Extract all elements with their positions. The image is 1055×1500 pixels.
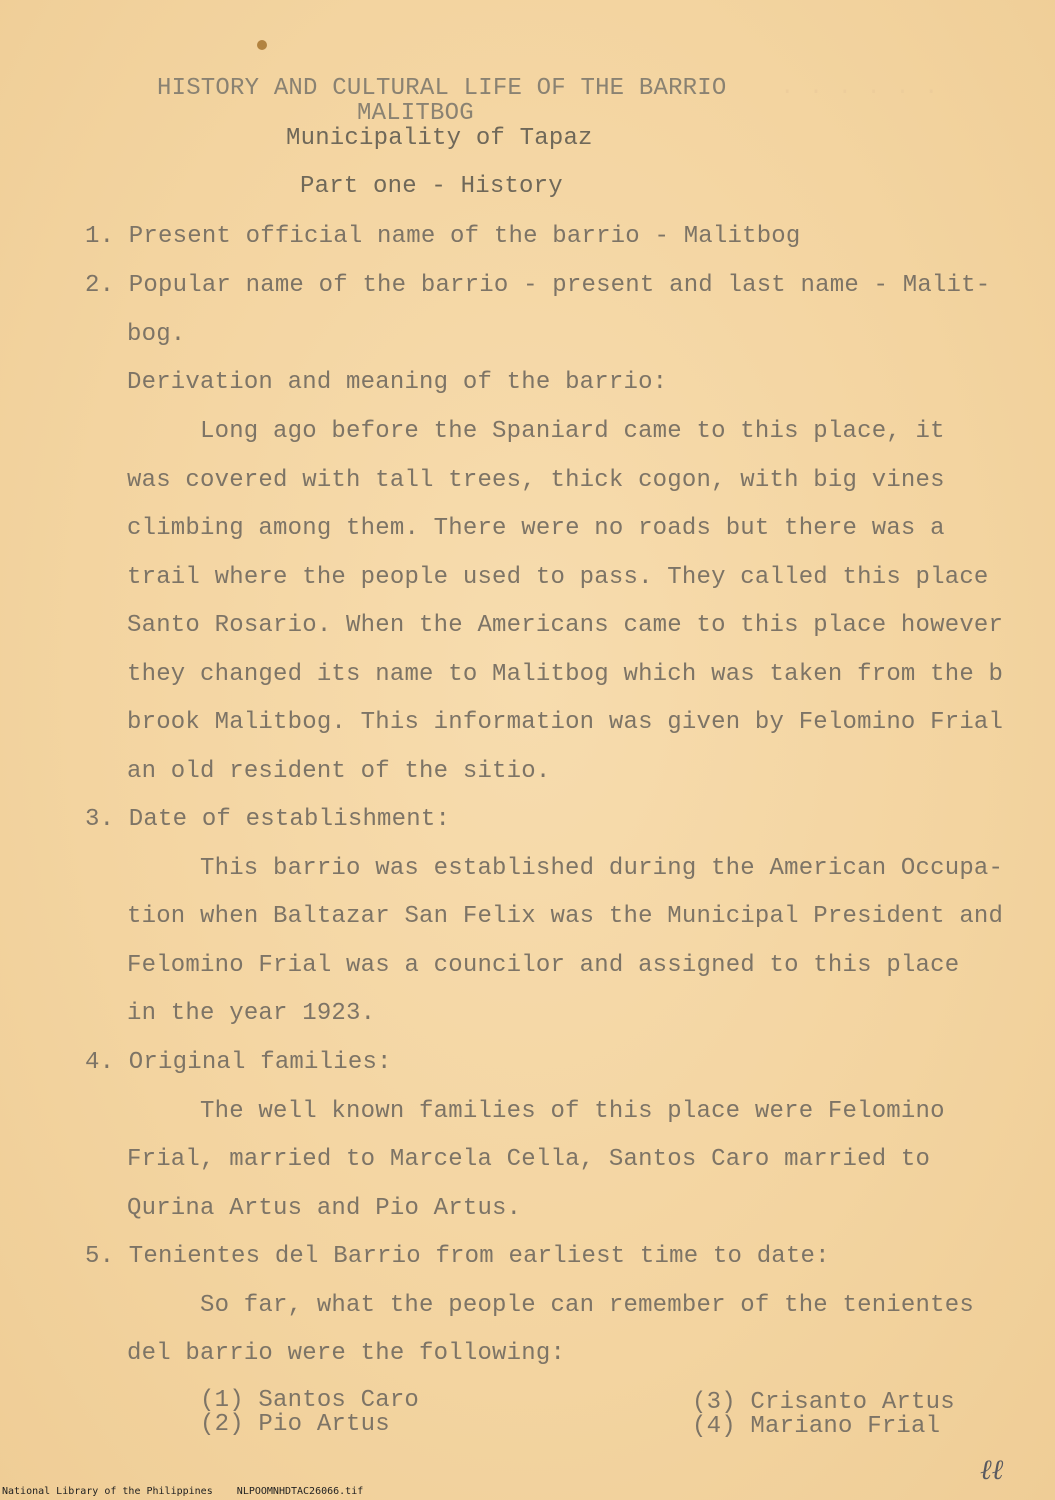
families-line: The well known families of this place were Felomino (200, 1098, 945, 1125)
ink-spot (257, 40, 267, 50)
tenientes-line: del barrio were the following: (127, 1340, 566, 1367)
item-3-establishment: 3. Date of establishment: (85, 806, 451, 833)
teniente-entry: (2) Pio Artus (200, 1411, 390, 1438)
teniente-entry: (1) Santos Caro (200, 1387, 420, 1414)
bleed-through: . . . . . . (780, 74, 939, 101)
archive-footer: National Library of the Philippines NLPOOMNHDTAC26066.tif (2, 1486, 364, 1497)
establishment-line: tion when Baltazar San Felix was the Municipal President and (127, 903, 1004, 930)
item-1-official-name: 1. Present official name of the barrio - Malitbog (85, 223, 801, 250)
municipality-heading: Municipality of Tapaz (286, 125, 593, 152)
derivation-line: climbing among them. There were no roads but there was a (127, 515, 945, 542)
part-heading: Part one - History (300, 173, 563, 200)
derivation-heading: Derivation and meaning of the barrio: (127, 369, 668, 396)
item-2-continuation: bog. (127, 321, 186, 348)
families-line: Qurina Artus and Pio Artus. (127, 1195, 522, 1222)
barrio-name-heading: MALITBOG (357, 100, 474, 127)
handwritten-mark: ℓℓ (980, 1453, 1004, 1486)
derivation-line: was covered with tall trees, thick cogon, with big vines (127, 467, 945, 494)
derivation-line: they changed its name to Malitbog which was taken from the b (127, 661, 1004, 688)
derivation-line: Santo Rosario. When the Americans came to this place however (127, 612, 1004, 639)
teniente-entry: (3) Crisanto Artus (692, 1389, 955, 1416)
item-5-tenientes: 5. Tenientes del Barrio from earliest time to date: (85, 1243, 830, 1270)
derivation-line: brook Malitbog. This information was given by Felomino Frial (127, 709, 1004, 736)
derivation-line: trail where the people used to pass. They called this place (127, 564, 989, 591)
item-2-popular-name: 2. Popular name of the barrio - present and last name - Malit- (85, 272, 991, 299)
derivation-line: an old resident of the sitio. (127, 758, 551, 785)
teniente-entry: (4) Mariano Frial (692, 1413, 941, 1440)
derivation-line: Long ago before the Spaniard came to this place, it (200, 418, 945, 445)
establishment-line: in the year 1923. (127, 1000, 376, 1027)
item-4-original-families: 4. Original families: (85, 1049, 392, 1076)
establishment-line: This barrio was established during the American Occupa- (200, 855, 1004, 882)
tenientes-line: So far, what the people can remember of the tenientes (200, 1292, 974, 1319)
document-title: HISTORY AND CULTURAL LIFE OF THE BARRIO (157, 75, 727, 102)
establishment-line: Felomino Frial was a councilor and assigned to this place (127, 952, 960, 979)
families-line: Frial, married to Marcela Cella, Santos Caro married to (127, 1146, 931, 1173)
